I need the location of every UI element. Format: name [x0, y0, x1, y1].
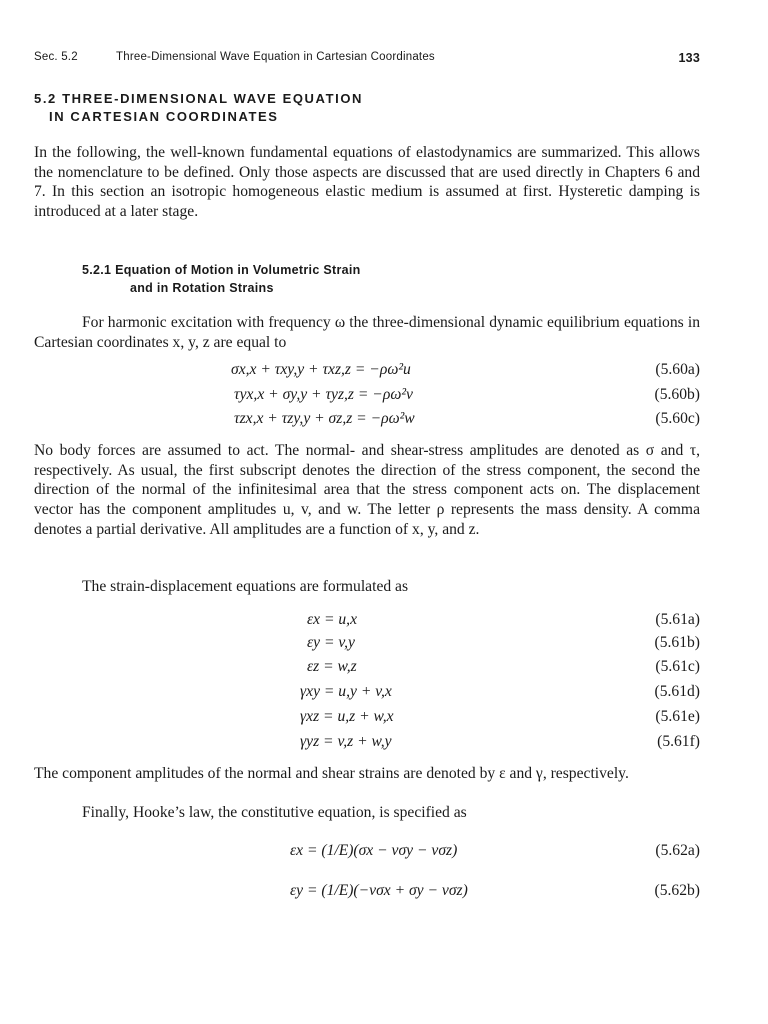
component-paragraph: The component amplitudes of the normal and shear strains are denoted by ε and γ, respectively. [34, 765, 629, 782]
equation-number: (5.61f) [657, 733, 700, 750]
strain-displacement-paragraph: The strain-displacement equations are formulated as [82, 578, 409, 595]
intro-paragraph: In the following, the well-known fundamental equations of elastodynamics are summarized. This allows the nomenclature to be defined. Only those aspects are discussed that are used directly in Chapters 6 and 7. In this section an isotropic homogeneous elastic medium is assumed at first. Hysteretic damping is introduced at a later stage. [34, 144, 700, 221]
page-number: 133 [678, 51, 700, 65]
body-forces-paragraph: No body forces are assumed to act. The normal- and shear-stress amplitudes are denoted as σ and τ, respectively. As usual, the first subscript denotes the direction of the stress component, the second the direction of the normal of the infinitesimal area that the stress component acts on. The displacement vector has the component amplitudes u, v, and w. The letter ρ represents the mass density. A comma denotes a partial derivative. All amplitudes are a function of x, y, and z. [34, 442, 700, 538]
equation-row [34, 386, 700, 410]
equation-number: (5.61e) [655, 708, 700, 725]
equation: γyz = v,z + w,y [300, 733, 392, 750]
equation: γxy = u,y + v,x [300, 683, 392, 700]
equation-row [34, 611, 700, 635]
equation: σx,x + τxy,y + τxz,z = −ρω²u [231, 361, 411, 378]
running-head-title: Three-Dimensional Wave Equation in Cartesian Coordinates [116, 51, 435, 63]
equation-row [34, 683, 700, 707]
subsection-heading [82, 261, 361, 297]
section-heading-line2: IN CARTESIAN COORDINATES [49, 109, 279, 124]
equation-number: (5.61b) [654, 634, 700, 651]
equation-number: (5.60c) [655, 410, 700, 427]
equation: τyx,x + σy,y + τyz,z = −ρω²v [234, 386, 413, 403]
equation-number: (5.60a) [655, 361, 700, 378]
equation-row [34, 361, 700, 385]
equation-row [34, 658, 700, 682]
equation-row [34, 708, 700, 732]
subsection-heading-line1: 5.2.1 Equation of Motion in Volumetric Strain [82, 263, 361, 277]
equation-number: (5.62a) [655, 842, 700, 859]
equation: τzx,x + τzy,y + σz,z = −ρω²w [234, 410, 415, 427]
equation-row [34, 882, 700, 906]
hooke-paragraph: Finally, Hooke’s law, the constitutive equation, is specified as [82, 804, 467, 821]
equation-number: (5.62b) [654, 882, 700, 899]
equation: εx = u,x [307, 611, 358, 628]
equation-number: (5.61d) [654, 683, 700, 700]
equation-number: (5.60b) [654, 386, 700, 403]
running-head-section: Sec. 5.2 [34, 51, 78, 63]
equation-row [34, 733, 700, 757]
equation: εz = w,z [307, 658, 357, 675]
section-heading-line1: 5.2 THREE-DIMENSIONAL WAVE EQUATION [34, 91, 364, 106]
equation: εy = v,y [307, 634, 355, 651]
equation-number: (5.61c) [655, 658, 700, 675]
section-heading [34, 90, 363, 126]
running-head [34, 51, 700, 67]
equation: εx = (1/E)(σx − νσy − νσz) [290, 842, 458, 859]
equation-row [34, 410, 700, 434]
subsection-heading-line2: and in Rotation Strains [130, 281, 274, 295]
equation-number: (5.61a) [655, 611, 700, 628]
equation: γxz = u,z + w,x [300, 708, 394, 725]
equation-row [34, 634, 700, 658]
equation-row [34, 842, 700, 866]
equation: εy = (1/E)(−νσx + σy − νσz) [290, 882, 468, 899]
harmonic-paragraph: For harmonic excitation with frequency ω the three-dimensional dynamic equilibrium equations in Cartesian coordinates x, y, z are equal to [34, 314, 700, 351]
